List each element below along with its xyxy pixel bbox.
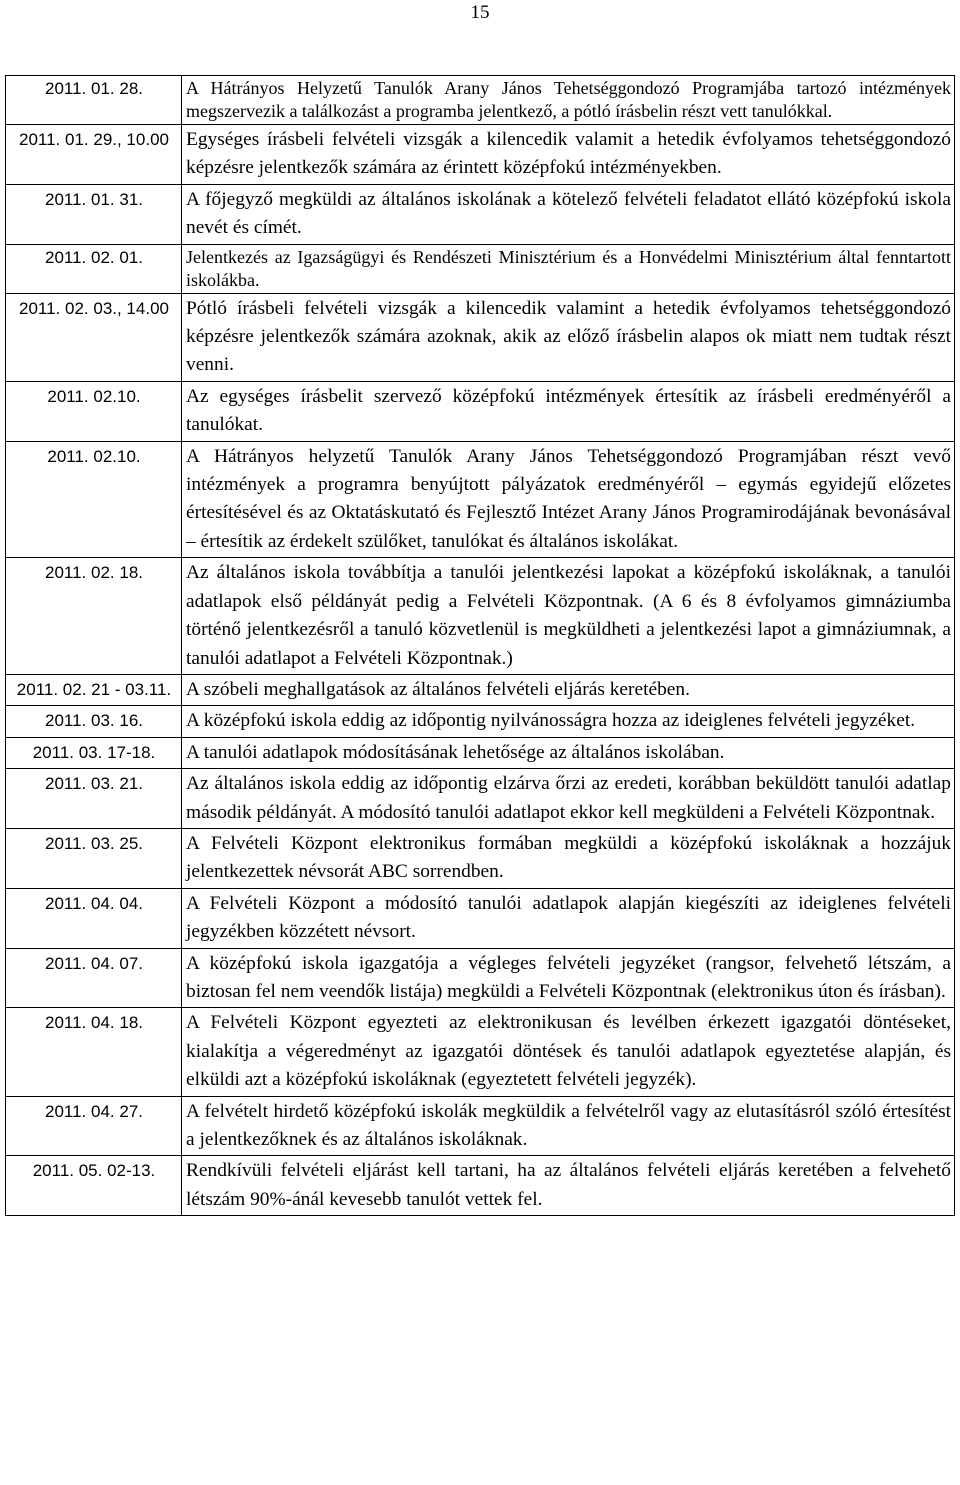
table-row — [6, 244, 955, 293]
table-row — [6, 381, 955, 441]
event-cell: A Felvételi Központ egyezteti az elektronikusan és levélben érkezett igazgatói döntéseket, kialakítja a végeredményt az igazgatói döntések és tanulói adatlapok egyeztetése alapján, és elküldi azt a középfokú iskoláknak (egyeztetett felvételi jegyzék). — [182, 1008, 955, 1096]
date-cell: 2011. 01. 29., 10.00 — [6, 125, 182, 185]
table-row — [6, 1008, 955, 1096]
event-cell: A felvételt hirdető középfokú iskolák megküldik a felvételről vagy az elutasításról szóló értesítést a jelentkezőknek és az általános iskoláknak. — [182, 1096, 955, 1156]
date-cell: 2011. 01. 28. — [6, 76, 182, 125]
date-cell: 2011. 03. 16. — [6, 706, 182, 737]
date-cell: 2011. 04. 27. — [6, 1096, 182, 1156]
date-cell: 2011. 03. 25. — [6, 828, 182, 888]
event-cell: Pótló írásbeli felvételi vizsgák a kilencedik valamint a hetedik évfolyamos tehetséggondozó képzésre jelentkezők számára azoknak, akik az előző írásbelin alapos ok miatt nem tudtak részt venni. — [182, 293, 955, 381]
table-row — [6, 888, 955, 948]
event-cell: Rendkívüli felvételi eljárást kell tartani, ha az általános felvételi eljárás keretében a felvehető létszám 90%-ánál kevesebb tanulót vettek fel. — [182, 1156, 955, 1216]
date-cell: 2011. 02. 18. — [6, 558, 182, 675]
table-row — [6, 125, 955, 185]
table-row — [6, 293, 955, 381]
date-cell: 2011. 02. 01. — [6, 244, 182, 293]
table-row — [6, 1096, 955, 1156]
event-cell: A tanulói adatlapok módosításának lehetősége az általános iskolában. — [182, 737, 955, 768]
date-cell: 2011. 04. 04. — [6, 888, 182, 948]
date-cell: 2011. 02.10. — [6, 381, 182, 441]
event-cell: A szóbeli meghallgatások az általános felvételi eljárás keretében. — [182, 674, 955, 705]
table-row — [6, 948, 955, 1008]
event-cell: A Felvételi Központ a módosító tanulói adatlapok alapján kiegészíti az ideiglenes felvételi jegyzékben közzétett névsort. — [182, 888, 955, 948]
table-row — [6, 737, 955, 768]
table-row — [6, 558, 955, 675]
date-cell: 2011. 02.10. — [6, 441, 182, 558]
event-cell: Az egységes írásbelit szervező középfokú intézmények értesítik az írásbeli eredményéről a tanulókat. — [182, 381, 955, 441]
table-row — [6, 706, 955, 737]
event-cell: A középfokú iskola igazgatója a végleges felvételi jegyzéket (rangsor, felvehető létszám, a biztosan fel nem veendők listája) megküldi a Felvételi Központnak (elektronikus úton és írásban). — [182, 948, 955, 1008]
table-row — [6, 769, 955, 829]
event-cell: A középfokú iskola eddig az időpontig nyilvánosságra hozza az ideiglenes felvételi jegyzéket. — [182, 706, 955, 737]
table-row — [6, 674, 955, 705]
date-cell: 2011. 02. 21 - 03.11. — [6, 674, 182, 705]
date-cell: 2011. 02. 03., 14.00 — [6, 293, 182, 381]
event-cell: Az általános iskola továbbítja a tanulói jelentkezési lapokat a középfokú iskoláknak, a tanulói adatlapok első példányát pedig a Felvételi Központnak. (A 6 és 8 évfolyamos gimnáziumba történő jelentkezésről a tanuló közvetlenül is megküldheti a jelentkezési lapot a gimnáziumnak, a tanulói adatlapot a Felvételi Központnak.) — [182, 558, 955, 675]
date-cell: 2011. 03. 21. — [6, 769, 182, 829]
event-cell: Az általános iskola eddig az időpontig elzárva őrzi az eredeti, korábban beküldött tanulói adatlap második példányát. A módosító tanulói adatlapot ekkor kell megküldeni a Felvételi Központnak. — [182, 769, 955, 829]
table-row — [6, 828, 955, 888]
page-number: 15 — [470, 2, 490, 23]
table-row — [6, 1156, 955, 1216]
table-row — [6, 76, 955, 125]
event-cell: Egységes írásbeli felvételi vizsgák a kilencedik valamit a hetedik évfolyamos tehetséggondozó képzésre jelentkezők számára az érintett középfokú intézményekben. — [182, 125, 955, 185]
schedule-body — [6, 76, 955, 1216]
date-cell: 2011. 03. 17-18. — [6, 737, 182, 768]
event-cell: A Hátrányos Helyzetű Tanulók Arany János Tehetséggondozó Programjába tartozó intézmények megszervezik a találkozást a programba jelentkező, a pótló írásbelin részt vett tanulókkal. — [182, 76, 955, 125]
date-cell: 2011. 04. 07. — [6, 948, 182, 1008]
event-cell: A főjegyző megküldi az általános iskolának a kötelező felvételi feladatot ellátó középfokú iskola nevét és címét. — [182, 184, 955, 244]
table-row — [6, 441, 955, 558]
date-cell: 2011. 04. 18. — [6, 1008, 182, 1096]
event-cell: A Hátrányos helyzetű Tanulók Arany János Tehetséggondozó Programjában részt vevő intézmények a programra benyújtott pályázatok eredményéről – egymás egyidejű előzetes értesítésével és az Oktatáskutató és Fejlesztő Intézet Arany János Programirodájának bevonásával – értesítik az érdekelt szülőket, tanulókat és általános iskolákat. — [182, 441, 955, 558]
table-row — [6, 184, 955, 244]
date-cell: 2011. 01. 31. — [6, 184, 182, 244]
schedule-table — [5, 75, 955, 1216]
event-cell: A Felvételi Központ elektronikus formában megküldi a középfokú iskoláknak a hozzájuk jelentkezettek névsorát ABC sorrendben. — [182, 828, 955, 888]
event-cell: Jelentkezés az Igazságügyi és Rendészeti Minisztérium és a Honvédelmi Minisztérium által fenntartott iskolákba. — [182, 244, 955, 293]
date-cell: 2011. 05. 02-13. — [6, 1156, 182, 1216]
